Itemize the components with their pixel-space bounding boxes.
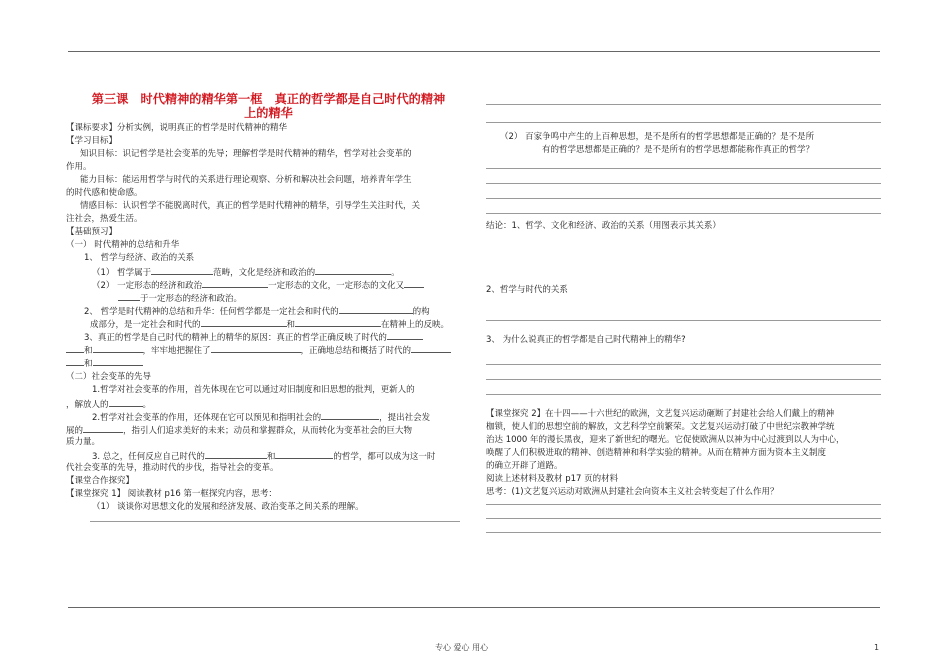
emotion-goal-cont: 注社会，热爱生活。 bbox=[66, 214, 143, 224]
fill-blank[interactable] bbox=[93, 343, 143, 353]
ability-goal-cont: 的时代感和使命感。 bbox=[66, 188, 143, 198]
knowledge-goal-cont: 作用。 bbox=[66, 162, 92, 172]
inquiry-2-material-2: 枷锁，使人们的思想空前的解放，文艺科学空前繁荣。文艺复兴运动打破了中世纪宗教神学统 bbox=[486, 422, 835, 432]
inquiry-1-question-2: （2） 百家争鸣中产生的上百种思想，是不是所有的哲学思想都是正确的？是不是所 bbox=[500, 132, 815, 142]
fill-blank[interactable] bbox=[387, 330, 423, 340]
answer-line[interactable] bbox=[90, 521, 460, 522]
inquiry-2-material-4: 唤醒了人们积极进取的精神、创造精神和科学实验的精神。从而在精神方面为资本主义制度 bbox=[486, 448, 827, 458]
fill-blank[interactable] bbox=[411, 343, 451, 353]
curriculum-requirement: 【课标要求】分析实例，说明真正的哲学是时代精神的精华 bbox=[66, 123, 288, 133]
role-2-cont-2: 质力量。 bbox=[66, 437, 101, 447]
answer-line[interactable] bbox=[486, 364, 881, 365]
preview-heading: 【基础预习】 bbox=[66, 227, 118, 237]
emotion-goal: 情感目标：认识哲学不能脱离时代，真正的哲学是时代精神的精华，引导学生关注时代，关 bbox=[80, 201, 421, 211]
lesson-title-line-2: 上的精华 bbox=[244, 106, 293, 120]
inquiry-2-question-1: 思考：(1)文艺复兴运动对欧洲从封建社会向资本主义社会转变起了什么作用？ bbox=[486, 487, 779, 497]
inquiry-2-material-5: 的确立开辟了道路。 bbox=[486, 461, 563, 471]
fill-blank[interactable] bbox=[151, 265, 213, 275]
fill-blank[interactable] bbox=[275, 449, 333, 459]
item-3-cont-2: 和 bbox=[66, 356, 471, 369]
ability-goal: 能力目标：能运用哲学与时代的关系进行理论观察、分析和解决社会问题，培养青年学生 bbox=[80, 175, 412, 185]
fill-blank[interactable] bbox=[202, 278, 268, 288]
item-2-cont: 成部分，是一定社会和时代的 和 在精神上的反映。 bbox=[66, 317, 471, 330]
item-2: 2、 哲学是时代精神的总结和升华：任何哲学都是一定社会和时代的 的构 bbox=[66, 304, 471, 317]
fill-blank[interactable] bbox=[211, 343, 301, 353]
fill-blank[interactable] bbox=[93, 356, 143, 366]
fill-blank[interactable] bbox=[339, 304, 413, 314]
item-1-2-cont: 于一定形态的经济和政治。 bbox=[66, 291, 471, 304]
item-1-heading: 1、 哲学与经济、政治的关系 bbox=[84, 253, 195, 263]
lesson-title-line-1: 第三课 时代精神的精华第一框 真正的哲学都是自己时代的精神 bbox=[91, 92, 446, 106]
answer-line[interactable] bbox=[486, 320, 881, 321]
conclusion-2: 2、哲学与时代的关系 bbox=[486, 285, 568, 295]
right-column bbox=[486, 92, 881, 533]
item-1-1: （1） 哲学属于 范畴，文化是经济和政治的 。 bbox=[66, 265, 471, 278]
role-2-cont: 展的 ，指引人们追求美好的未来；动员和掌握群众，从而转化为变革社会的巨大物 bbox=[66, 423, 471, 436]
reading-instruction: 阅读上述材料及教材 p17 页的材料 bbox=[486, 474, 619, 484]
lesson-title bbox=[66, 92, 471, 120]
left-column bbox=[66, 92, 471, 522]
conclusion-3: 3、 为什么说真正的哲学都是自己时代精神上的精华? bbox=[486, 335, 686, 345]
inquiry-1-question-2-cont: 有的哲学思想都是正确的？是不是所有的哲学思想都能称作真正的哲学？ bbox=[542, 145, 815, 155]
header-rule bbox=[68, 51, 880, 52]
fill-blank[interactable] bbox=[295, 317, 381, 327]
item-3-cont: 和 ，牢牢地把握住了 ，正确地总结和概括了时代的 bbox=[66, 343, 471, 356]
inquiry-2-material-3: 治达 1000 年的漫长黑夜，迎来了新世纪的曙光。它促使欧洲从以神为中心过渡到以人为中心， bbox=[486, 435, 845, 445]
section-one-heading: （一） 时代精神的总结和升华 bbox=[66, 240, 180, 250]
fill-blank[interactable] bbox=[321, 410, 379, 420]
answer-line[interactable] bbox=[486, 213, 881, 214]
footer-motto: 专心 爱心 用心 bbox=[435, 643, 489, 652]
fill-blank[interactable] bbox=[83, 423, 123, 433]
fill-blank[interactable] bbox=[205, 449, 267, 459]
inquiry-1-heading: 【课堂探究 1】 阅读教材 p16 第一框探究内容，思考： bbox=[66, 489, 277, 499]
answer-line[interactable] bbox=[486, 198, 881, 199]
fill-blank[interactable] bbox=[66, 356, 84, 366]
answer-line[interactable] bbox=[486, 168, 881, 169]
conclusion-1: 结论：1、哲学、文化和经济、政治的关系（用图表示其关系） bbox=[486, 221, 721, 231]
page-number: 1 bbox=[874, 643, 880, 652]
fill-blank[interactable] bbox=[118, 291, 140, 301]
footer-rule bbox=[68, 607, 880, 608]
learning-goals-heading: 【学习目标】 bbox=[66, 136, 118, 146]
cooperation-heading: 【课堂合作探究】 bbox=[66, 476, 135, 486]
answer-line[interactable] bbox=[486, 104, 881, 105]
answer-line[interactable] bbox=[486, 379, 881, 380]
role-1: 1.哲学对社会变革的作用，首先体现在它可以通过对旧制度和旧思想的批判，更新人的 bbox=[92, 385, 415, 395]
inquiry-1-question-1: （1） 谈谈你对思想文化的发展和经济发展、政治变革之间关系的理解。 bbox=[92, 502, 364, 512]
answer-line[interactable] bbox=[486, 183, 881, 184]
role-2: 2.哲学对社会变革的作用，还体现在它可以预见和指明社会的 ，提出社会发 bbox=[66, 410, 471, 423]
summary: 3. 总之，任何反应自己时代的 和 的哲学，都可以成为这一时 bbox=[66, 449, 471, 462]
answer-line[interactable] bbox=[486, 518, 881, 519]
item-3: 3、真正的哲学是自己时代的精神上的精华的原因：真正的哲学正确反映了时代的 bbox=[66, 330, 471, 343]
answer-line[interactable] bbox=[486, 504, 881, 505]
inquiry-2-material: 【课堂探究 2】在十四——十六世纪的欧洲，文艺复兴运动砸断了封建社会给人们戴上的精神 bbox=[486, 409, 835, 419]
fill-blank[interactable] bbox=[201, 317, 287, 327]
fill-blank[interactable] bbox=[66, 343, 84, 353]
answer-line[interactable] bbox=[486, 122, 881, 123]
fill-blank[interactable] bbox=[109, 397, 143, 407]
item-1-2: （2） 一定形态的经济和政治 一定形态的文化，一定形态的文化又 bbox=[66, 278, 471, 291]
section-two-heading: （二）社会变革的先导 bbox=[66, 372, 152, 382]
fill-blank[interactable] bbox=[315, 265, 391, 275]
fill-blank[interactable] bbox=[404, 278, 424, 288]
answer-line[interactable] bbox=[486, 394, 881, 395]
role-1-cont: ，解放人的 。 bbox=[66, 397, 471, 410]
summary-cont: 代社会变革的先导，推动时代的步伐，指导社会的变革。 bbox=[66, 463, 279, 473]
answer-line[interactable] bbox=[486, 532, 881, 533]
knowledge-goal: 知识目标：识记哲学是社会变革的先导；理解哲学是时代精神的精华，哲学对社会变革的 bbox=[80, 149, 412, 159]
